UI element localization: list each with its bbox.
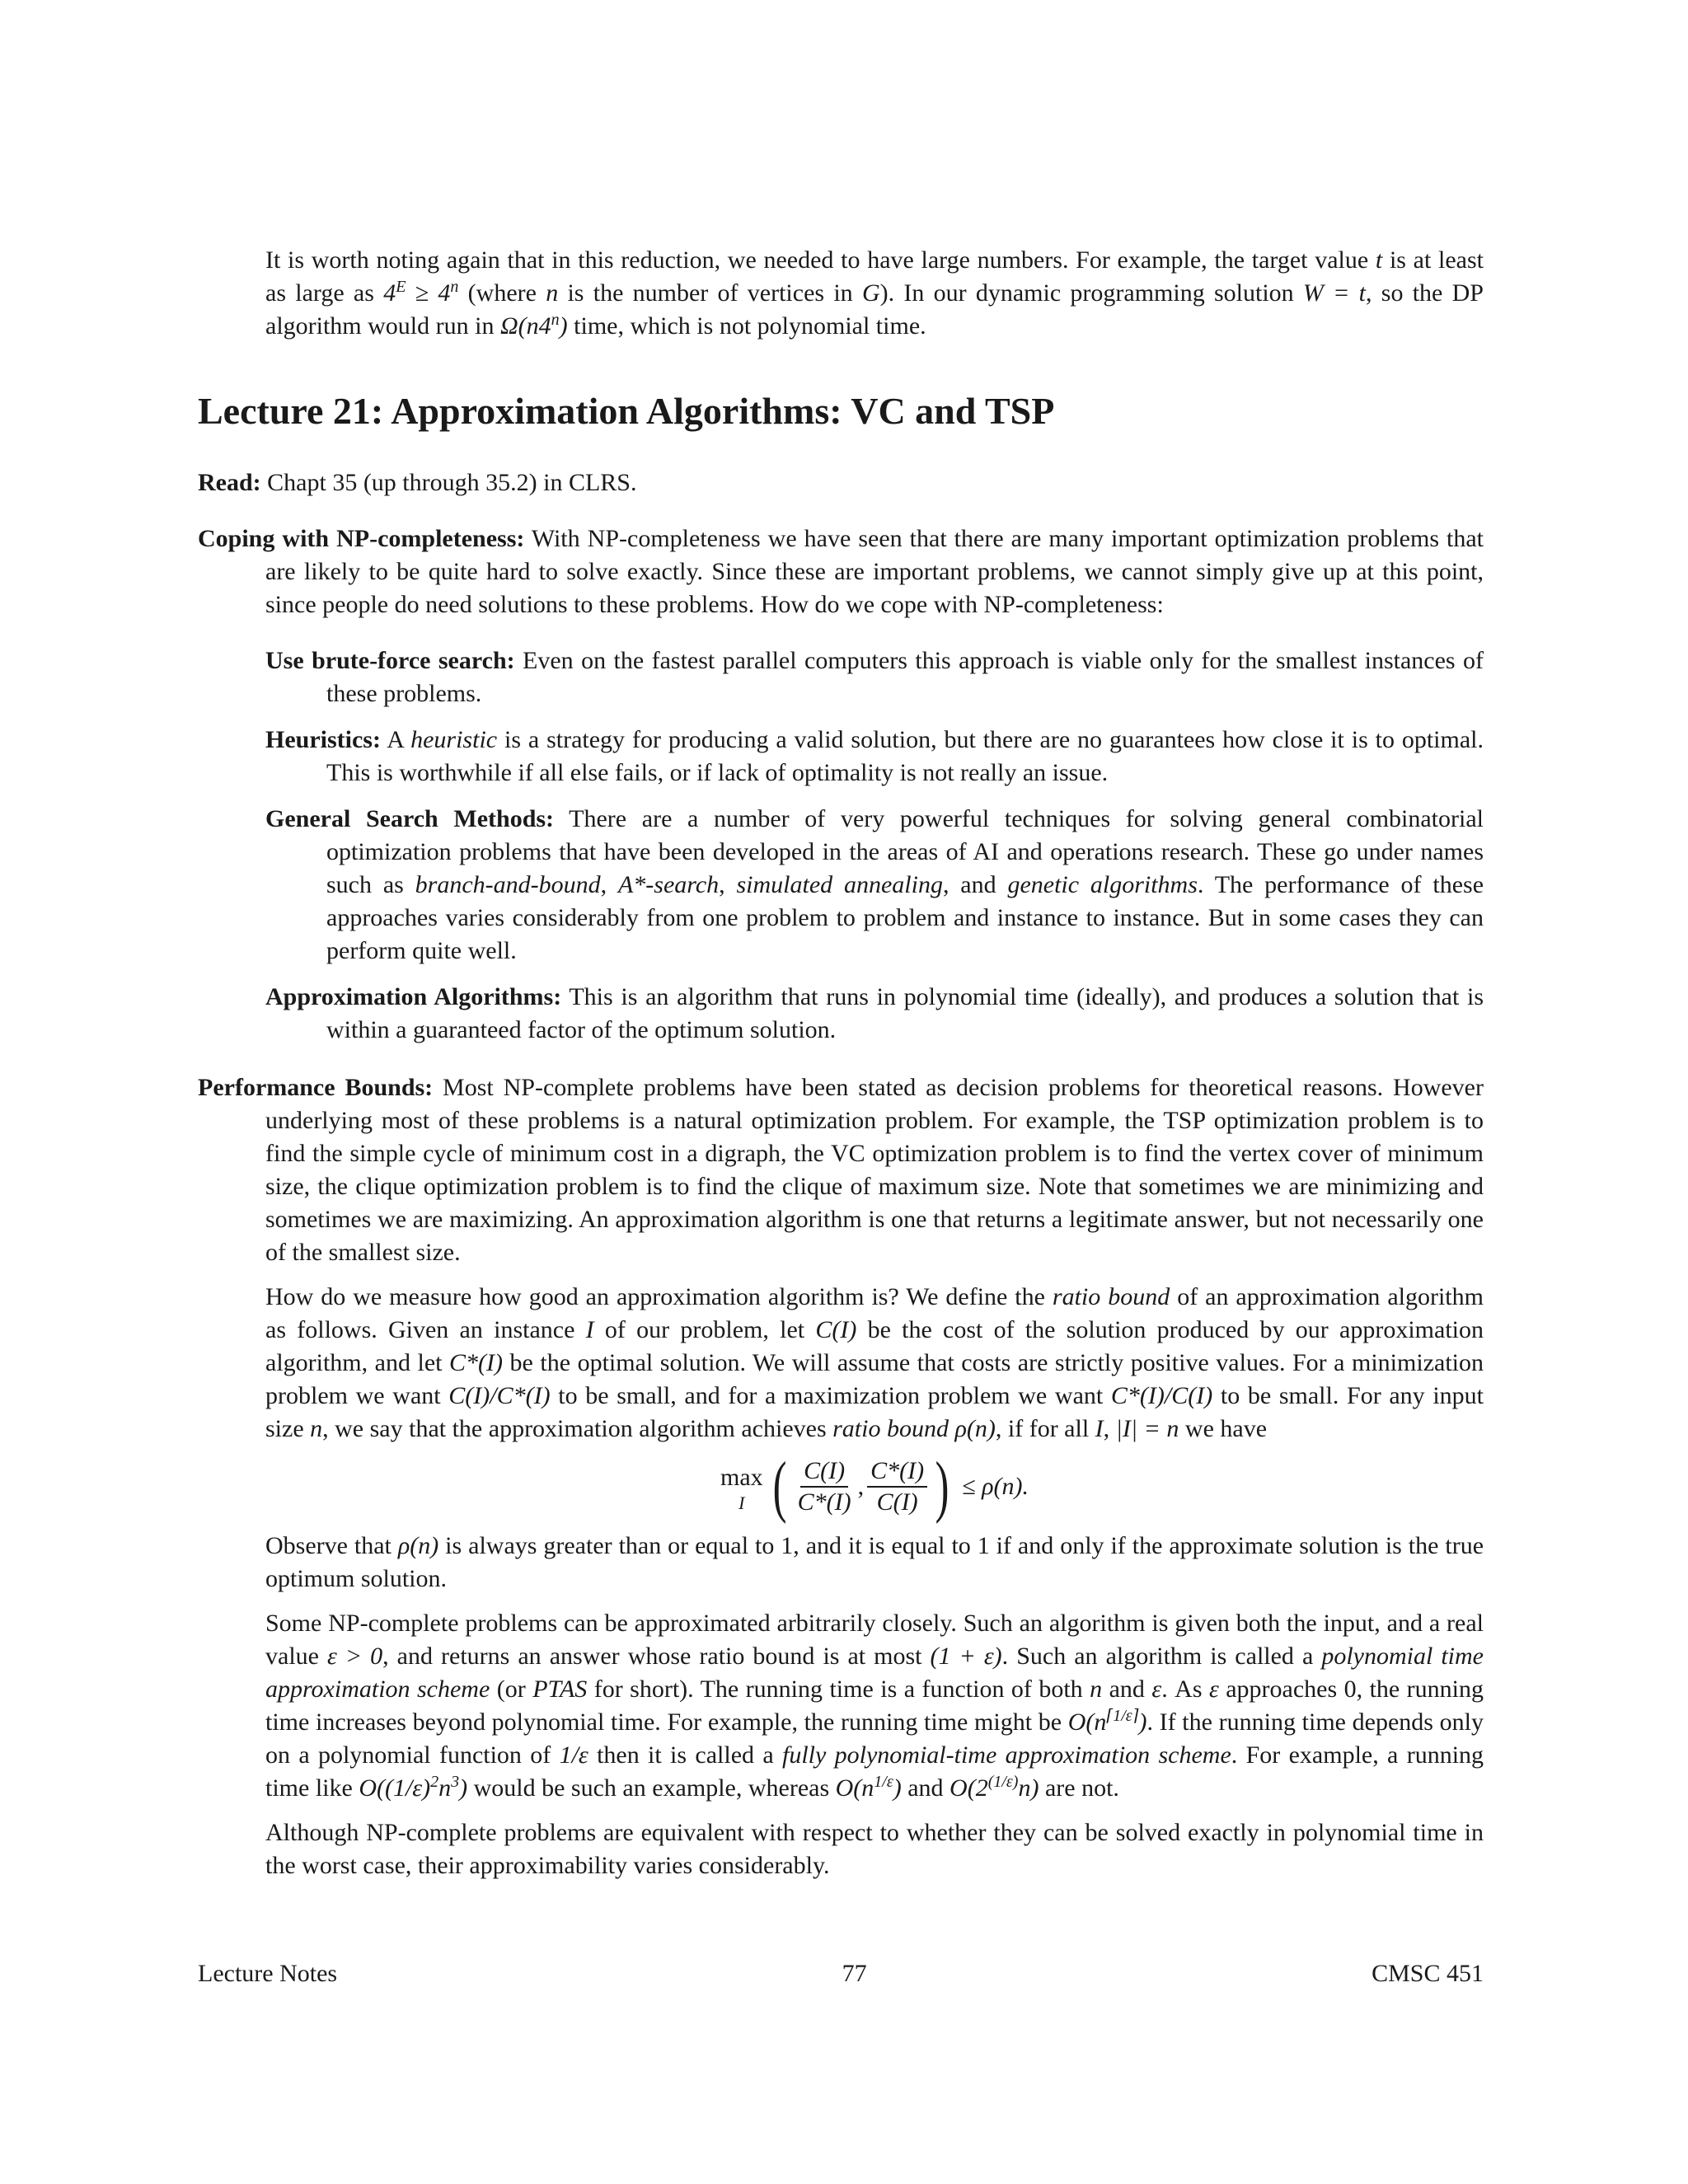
page-number: 77 <box>842 1960 867 1987</box>
lecture-heading: Lecture 21: Approximation Algorithms: VC and TSP <box>198 390 1055 432</box>
closing-paragraph: Although NP-complete problems are equivalent with respect to whether they can be solved exactly in polynomial time in the worst case, their approximability varies considerably. <box>265 1819 1484 1879</box>
coping-paragraph: Coping with NP-completeness: With NP-completeness we have seen that there are many important optimization problems that are likely to be quite hard to solve exactly. Since these are important problems, we cannot simply give up at this point, since people do need solutions to these problems. How do we cope with NP-completeness: <box>198 525 1484 618</box>
footer-left: Lecture Notes <box>198 1960 338 1987</box>
right-paren: ) <box>935 1448 950 1525</box>
max-operator: max I <box>720 1464 763 1513</box>
list-item: General Search Methods: There are a number of very powerful techniques for solving general combinatorial optimization problems that have been developed in the areas of AI and operations research. These go under names such as branch-and-bound, A*-search, simulated annealing, and genetic algorithms. The performance of these approaches varies considerably from one problem to problem and instance to instance. But in some cases they can perform quite well. <box>265 805 1484 964</box>
list-item: Heuristics: A heuristic is a strategy for producing a valid solution, but there are no guarantees how close it is to optimal. This is worthwhile if all else fails, or if lack of optimality is not really an issue. <box>265 726 1484 786</box>
intro-paragraph: It is worth noting again that in this reduction, we needed to have large numbers. For example, the target value t is at least as large as $4^E \ge 4^n$ (where n is the number of vertices in G). In our dynamic programming solution W = t, so the DP algorithm would run in Ω(n4$^n$) time, which is not polynomial time. <box>265 246 1484 340</box>
ratio-bound-equation: max I ( $\frac{C(I)}{C*(I)}$ , $\frac{C*(I)}{C(I)}$ ) ≤ ρ(n). <box>720 1448 1029 1525</box>
ratio-bound-paragraph: How do we measure how good an approximation algorithm is? We define the ratio bound of an approximation algorithm as follows. Given an instance I of our problem, let C(I) be the cost of the solution produced by our approximation algorithm, and let C*(I) be the optimal solution. We will assume that costs are strictly positive values. For a minimization problem we want C(I)/C*(I) to be small, and for a maximization problem we want C*(I)/C(I) to be small. For any input size n, we say that the approximation algorithm achieves ratio bound ρ(n), if for all I, |I| = n we have <box>265 1283 1484 1442</box>
fraction-max: $\frac{C*(I)}{C(I)}$ <box>867 1456 927 1517</box>
reading-assignment: Read: Chapt 35 (up through 35.2) in CLRS. <box>198 469 637 496</box>
coping-strategies-list <box>265 644 1484 1047</box>
performance-bounds-paragraph: Performance Bounds: Most NP-complete problems have been stated as decision problems for theoretical reasons. However underlying most of these problems is a natural optimization problem. For example, the TSP optimization problem is to find the simple cycle of minimum cost in a digraph, the VC optimization problem is to find the vertex cover of minimum size, the clique optimization problem is to find the clique of maximum size. Note that sometimes we are minimizing and sometimes we are maximizing. An approximation algorithm is one that returns a legitimate answer, but not necessarily one of the smallest size. <box>198 1074 1484 1266</box>
page-body <box>198 244 1484 1882</box>
observe-paragraph: Observe that ρ(n) is always greater than or equal to 1, and it is equal to 1 if and only if the approximate solution is the true optimum solution. <box>265 1532 1484 1592</box>
ptas-paragraph: Some NP-complete problems can be approximated arbitrarily closely. Such an algorithm is given both the input, and a real value ε > 0, and returns an answer whose ratio bound is at most (1 + ε). Such an algorithm is called a polynomial time approximation scheme (or PTAS for short). The running time is a function of both n and ε. As ε approaches 0, the running time increases beyond polynomial time. For example, the running time might be $O(n^{⌈1/\varepsilon⌉})$. If the running time depends only on a polynomial function of 1/ε then it is called a fully polynomial-time approximation scheme. For example, a running time like $O((1/\varepsilon)^2n^3)$ would be such an example, whereas $O(n^{1/\varepsilon})$ and $O(2^{(1/\varepsilon)}n)$ are not. <box>265 1610 1484 1802</box>
fraction-min: $\frac{C(I)}{C*(I)}$ <box>797 1457 851 1516</box>
left-paren: ( <box>772 1448 787 1525</box>
footer-right: CMSC 451 <box>1372 1960 1484 1987</box>
page-footer <box>198 1960 1484 1988</box>
list-item: Approximation Algorithms: This is an algorithm that runs in polynomial time (ideally), and produces a solution that is within a guaranteed factor of the optimum solution. <box>265 983 1484 1043</box>
list-item: Use brute-force search: Even on the fastest parallel computers this approach is viable only for the smallest instances of these problems. <box>265 647 1484 707</box>
